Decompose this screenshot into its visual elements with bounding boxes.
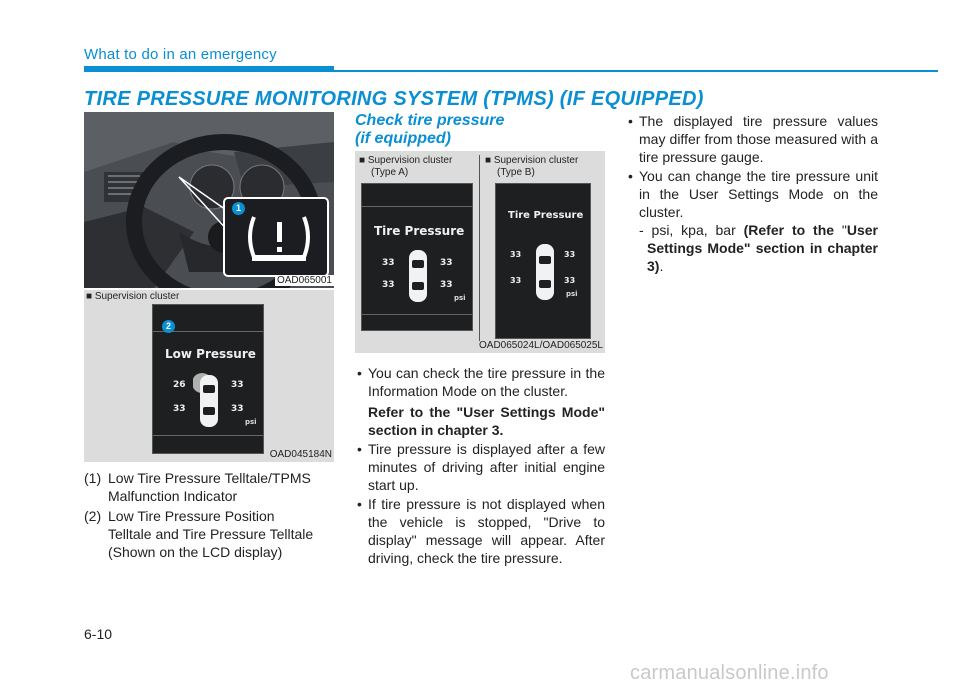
unit-reference-end: .: [659, 258, 664, 274]
legend-item-2-line3: (Shown on the LCD display): [108, 544, 283, 560]
type-b-tire-rl: 33: [510, 276, 522, 285]
legend-item-2-line1: Low Tire Pressure Position: [108, 508, 275, 524]
type-b-title: Tire Pressure: [508, 210, 584, 221]
tire-rl-value: 33: [173, 404, 186, 414]
type-b-label: [485, 155, 578, 179]
tire-fr-value: 33: [231, 380, 244, 390]
type-a-label: [359, 155, 452, 179]
type-a-tire-rr: 33: [440, 280, 453, 290]
bullet-gauge-difference: • The displayed tire pressure values may differ from those measured with a tire pressure gauge.: [626, 112, 878, 166]
watermark: carmanualsonline.info: [630, 662, 829, 684]
dashboard-illustration: [84, 112, 334, 288]
right-bullet-list: [626, 112, 878, 275]
cluster-types-code: OAD065024L/OAD065025L: [479, 340, 603, 351]
callout-2-badge: 2: [162, 320, 175, 333]
type-a-tire-fr: 33: [440, 258, 453, 268]
legend-item-2-line2: Telltale and Tire Pressure Telltale: [108, 526, 314, 542]
type-a-psi: psi: [454, 294, 466, 302]
psi-unit: psi: [245, 418, 257, 426]
type-b-tire-rr: 33: [564, 276, 576, 285]
low-pressure-figure: [84, 290, 334, 462]
type-a-screen: [361, 183, 473, 331]
legend-item-2-num: (2): [84, 508, 102, 524]
page-number: 6-10: [84, 626, 113, 642]
unit-reference-b: User Settings Mode" section in chapter 3): [647, 222, 879, 274]
bullet-change-unit-text: • You can change the tire pressure unit in the User Settings Mode on the cluster.: [639, 168, 878, 220]
type-a-title: Tire Pressure: [374, 224, 465, 238]
car-top-view-icon: [534, 242, 556, 302]
legend-item-1-line2: Malfunction Indicator: [108, 488, 238, 504]
legend-item-1-line1: Low Tire Pressure Telltale/TPMS: [108, 470, 311, 486]
legend-list: [84, 469, 334, 561]
bullet-1-text: • You can check the tire pressure in the Information Mode on the cluster.: [368, 365, 605, 399]
dashboard-photo: [84, 112, 334, 288]
type-b-tire-fl: 33: [510, 250, 522, 259]
bullet-drive-to-display: • If tire pressure is not displayed when the vehicle is stopped, "Drive to display" message will appear. After driving, check the tire pressure.: [355, 495, 605, 567]
section-title: What to do in an emergency: [84, 46, 277, 63]
lcd-title: Low Pressure: [165, 347, 256, 361]
type-b-tire-fr: 33: [564, 250, 576, 259]
callout-1-badge: 1: [232, 202, 245, 215]
unit-options-line: [639, 221, 878, 275]
bullet-1-reference: Refer to the "User Settings Mode" section in chapter 3.: [368, 404, 605, 438]
unit-reference-a: (Refer to the: [743, 222, 835, 238]
legend-item-1-num: (1): [84, 470, 102, 486]
figure2-code: OAD045184N: [269, 449, 332, 460]
figure1-code: OAD065001: [276, 275, 332, 286]
cluster-types-figure: [355, 151, 605, 353]
middle-bullet-list: [355, 364, 605, 567]
type-b-psi: psi: [566, 290, 578, 298]
check-heading-line1: Check tire pressure: [355, 112, 505, 129]
type-divider: [479, 155, 480, 341]
type-b-screen: [495, 183, 591, 339]
page-title: TIRE PRESSURE MONITORING SYSTEM (TPMS) (IF EQUIPPED): [84, 88, 704, 110]
tire-fl-value: 26: [173, 380, 186, 390]
tire-rr-value: 33: [231, 404, 244, 414]
type-b-label-line2: (Type B): [497, 167, 535, 178]
unit-options: - psi, kpa, bar: [639, 222, 744, 238]
header-rule-thick: [84, 66, 334, 72]
unit-reference-quote: ": [834, 222, 847, 238]
type-a-label-line2: (Type A): [371, 167, 409, 178]
legend-item-1: [84, 469, 334, 505]
type-a-tire-rl: 33: [382, 280, 395, 290]
supervision-cluster-label: ■ Supervision cluster: [86, 291, 180, 302]
car-top-view-icon: [193, 371, 225, 431]
car-top-view-icon: [406, 248, 430, 304]
legend-item-2: [84, 507, 334, 561]
check-tire-pressure-heading: [355, 112, 605, 148]
bullet-display-delay: • Tire pressure is displayed after a few minutes of driving after initial engine start up.: [355, 440, 605, 494]
type-a-label-line1: ■ Supervision cluster: [359, 155, 453, 166]
type-b-label-line1: ■ Supervision cluster: [485, 155, 579, 166]
bullet-check-info-mode: [355, 364, 605, 439]
check-heading-line2: (if equipped): [355, 130, 451, 147]
header-rule-thin: [334, 70, 938, 72]
type-a-tire-fl: 33: [382, 258, 395, 268]
bullet-change-unit: [626, 167, 878, 275]
